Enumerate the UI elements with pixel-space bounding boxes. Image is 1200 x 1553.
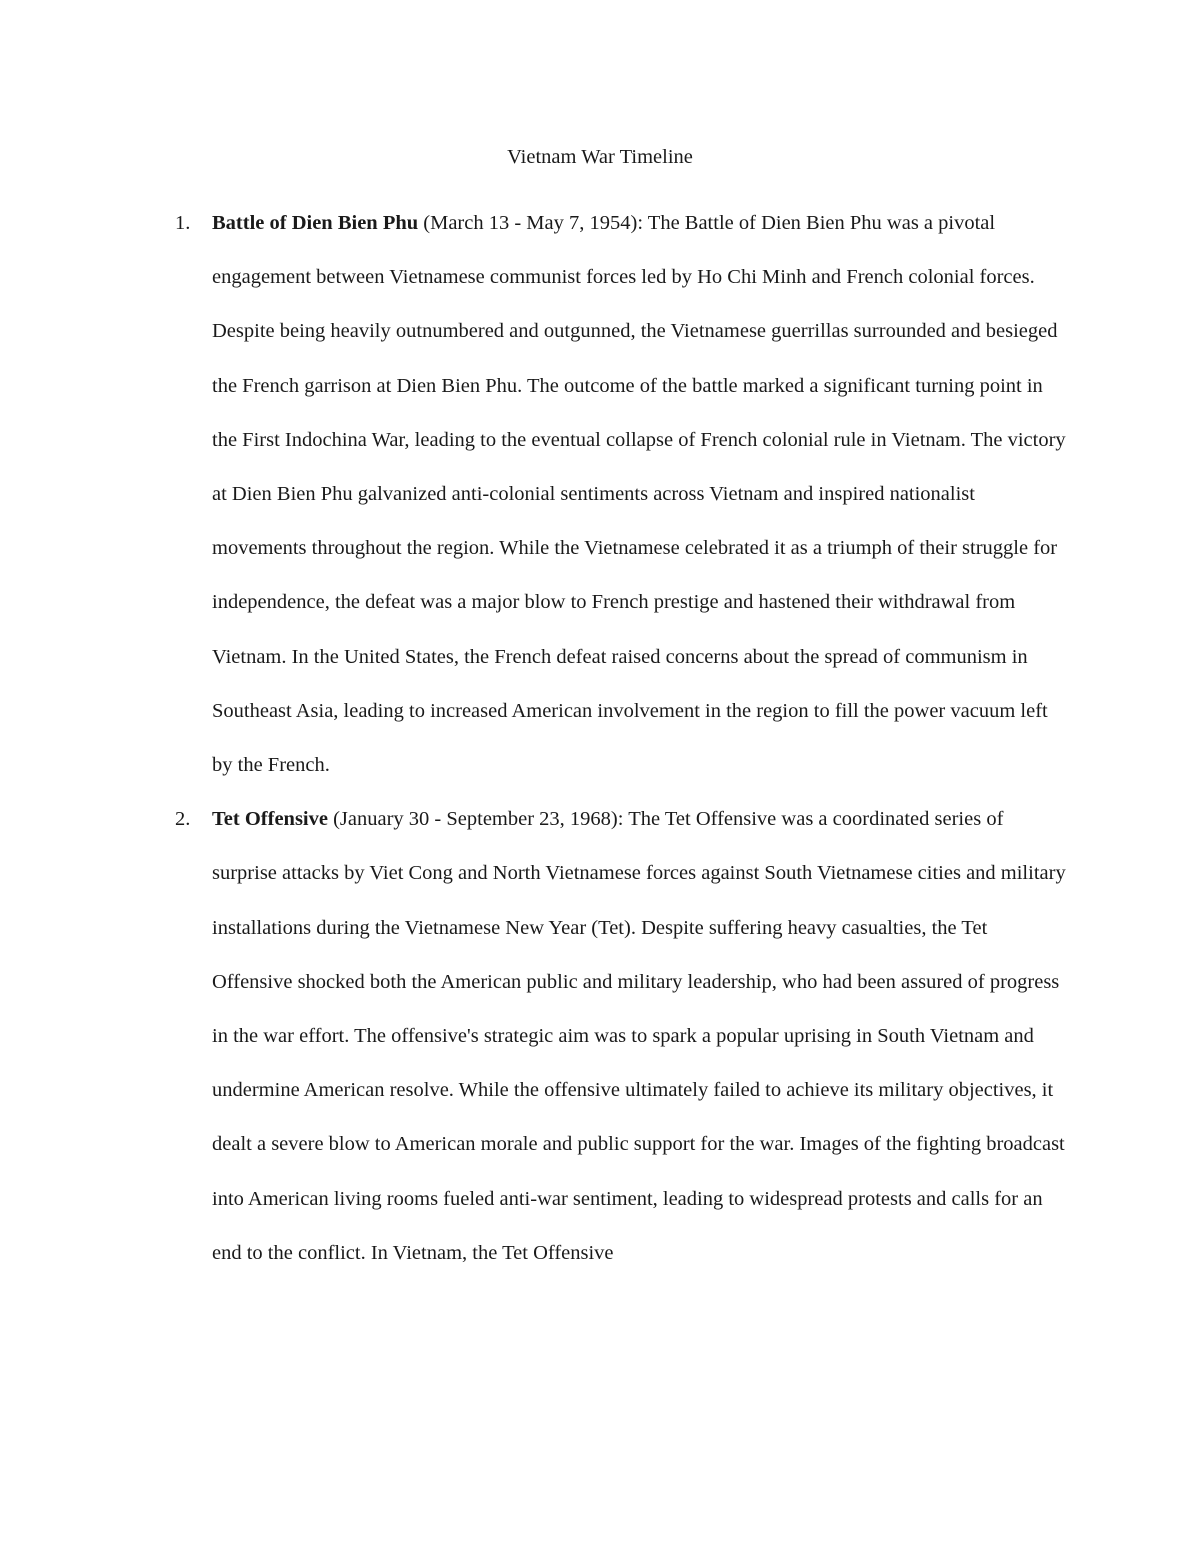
item-number: 2. (175, 808, 191, 831)
item-number: 1. (175, 212, 191, 234)
timeline-item-dien-bien-phu (175, 196, 1072, 792)
document-title: Vietnam War Timeline (507, 146, 693, 168)
event-description: (January 30 - September 23, 1968): The Tet Offensive was a coordinated series of surprise attacks by Viet Cong and North Vietnamese forces against South Vietnamese cities and military installations during the Vietnamese New Year (Tet). Despite suffering heavy casualties, the Tet Offensive shocked both the American public and military leadership, who had been assured of progress in the war effort. The offensive's strategic aim was to spark a popular uprising in South Vietnam and undermine American resolve. While the offensive ultimately failed to achieve its military objectives, it dealt a severe blow to American morale and public support for the war. Images of the fighting broadcast into American living rooms fueled anti-war sentiment, leading to widespread protests and calls for an end to the conflict. In Vietnam, the Tet Offensive (212, 808, 1066, 1264)
event-description: (March 13 - May 7, 1954): The Battle of Dien Bien Phu was a pivotal engagement between Vietnamese communist forces led by Ho Chi Minh and French colonial forces. Despite being heavily outnumbered and outgunned, the Vietnamese guerrillas surrounded and besieged the French garrison at Dien Bien Phu. The outcome of the battle marked a significant turning point in the First Indochina War, leading to the eventual collapse of French colonial rule in Vietnam. The victory at Dien Bien Phu galvanized anti-colonial sentiments across Vietnam and inspired nationalist movements throughout the region. While the Vietnamese celebrated it as a triumph of their struggle for independence, the defeat was a major blow to French prestige and hastened their withdrawal from Vietnam. In the United States, the French defeat raised concerns about the spread of communism in Southeast Asia, leading to increased American involvement in the region to fill the power vacuum left by the French. (212, 212, 1066, 777)
event-name: Battle of Dien Bien Phu (212, 212, 419, 234)
timeline-item-tet-offensive (175, 792, 1072, 1280)
timeline-list (175, 196, 1072, 1280)
event-name: Tet Offensive (212, 808, 328, 831)
